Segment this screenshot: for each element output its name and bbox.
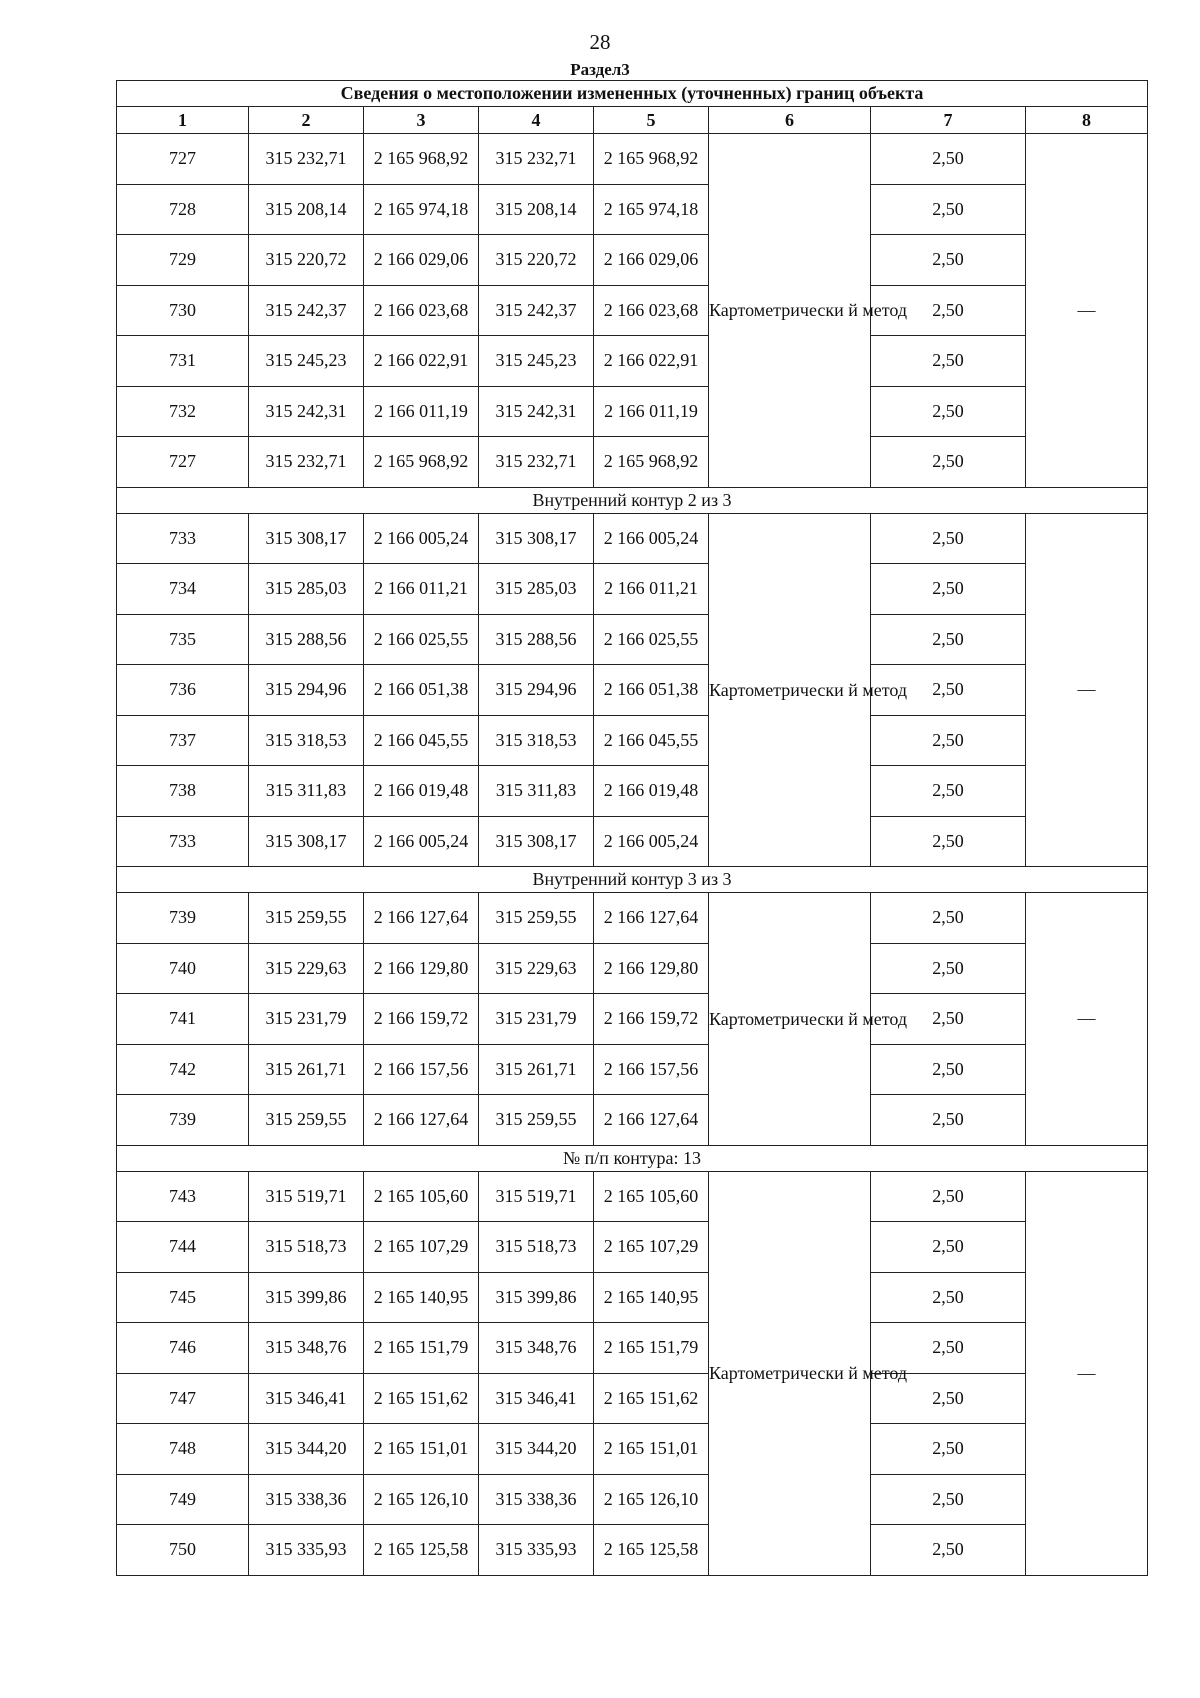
precision-cell: 2,50: [871, 1095, 1026, 1146]
y-existing-cell: 2 165 125,58: [364, 1525, 479, 1576]
y-existing-cell: 2 166 005,24: [364, 513, 479, 564]
column-number: 8: [1026, 107, 1148, 134]
x-refined-cell: 315 208,14: [479, 184, 594, 235]
column-number: 5: [594, 107, 709, 134]
precision-cell: 2,50: [871, 1044, 1026, 1095]
x-refined-cell: 315 261,71: [479, 1044, 594, 1095]
precision-cell: 2,50: [871, 1171, 1026, 1222]
y-refined-cell: 2 165 151,79: [594, 1323, 709, 1374]
y-refined-cell: 2 166 157,56: [594, 1044, 709, 1095]
point-number-cell: 737: [117, 715, 249, 766]
point-number-cell: 739: [117, 1095, 249, 1146]
point-number-cell: 748: [117, 1424, 249, 1475]
precision-cell: 2,50: [871, 513, 1026, 564]
x-refined-cell: 315 338,36: [479, 1474, 594, 1525]
point-number-cell: 735: [117, 614, 249, 665]
y-existing-cell: 2 166 005,24: [364, 816, 479, 867]
x-existing-cell: 315 232,71: [249, 437, 364, 488]
point-number-cell: 728: [117, 184, 249, 235]
x-refined-cell: 315 242,31: [479, 386, 594, 437]
table-row: [117, 1373, 1148, 1424]
x-existing-cell: 315 242,37: [249, 285, 364, 336]
y-existing-cell: 2 166 045,55: [364, 715, 479, 766]
table-body: [117, 134, 1148, 1576]
note-cell: —: [1026, 513, 1148, 867]
y-refined-cell: 2 166 005,24: [594, 513, 709, 564]
table-row: [117, 336, 1148, 387]
column-number: 4: [479, 107, 594, 134]
y-existing-cell: 2 166 029,06: [364, 235, 479, 286]
precision-cell: 2,50: [871, 1424, 1026, 1475]
table-row: [117, 665, 1148, 716]
y-refined-cell: 2 166 022,91: [594, 336, 709, 387]
table-row: [117, 766, 1148, 817]
contour-heading-row: [117, 1145, 1148, 1171]
section-title: Раздел3: [570, 60, 630, 79]
precision-cell: 2,50: [871, 1222, 1026, 1273]
point-number-cell: 749: [117, 1474, 249, 1525]
x-existing-cell: 315 220,72: [249, 235, 364, 286]
table-row: [117, 1222, 1148, 1273]
table-row: [117, 943, 1148, 994]
y-existing-cell: 2 165 974,18: [364, 184, 479, 235]
y-existing-cell: 2 166 025,55: [364, 614, 479, 665]
point-number-cell: 739: [117, 893, 249, 944]
table-row: [117, 1525, 1148, 1576]
precision-cell: 2,50: [871, 1323, 1026, 1374]
table-row: [117, 1424, 1148, 1475]
table-row: [117, 1095, 1148, 1146]
table-row: [117, 816, 1148, 867]
point-number-cell: 729: [117, 235, 249, 286]
x-refined-cell: 315 294,96: [479, 665, 594, 716]
x-existing-cell: 315 259,55: [249, 1095, 364, 1146]
precision-cell: 2,50: [871, 1272, 1026, 1323]
point-number-cell: 738: [117, 766, 249, 817]
y-refined-cell: 2 166 005,24: [594, 816, 709, 867]
y-refined-cell: 2 165 968,92: [594, 437, 709, 488]
y-refined-cell: 2 166 023,68: [594, 285, 709, 336]
precision-cell: 2,50: [871, 235, 1026, 286]
x-existing-cell: 315 288,56: [249, 614, 364, 665]
precision-cell: 2,50: [871, 766, 1026, 817]
table-row: [117, 235, 1148, 286]
table-row: [117, 1171, 1148, 1222]
point-number-cell: 746: [117, 1323, 249, 1374]
y-existing-cell: 2 165 151,62: [364, 1373, 479, 1424]
method-cell: Картометрически й метод: [709, 1171, 871, 1575]
note-cell: —: [1026, 893, 1148, 1146]
x-refined-cell: 315 245,23: [479, 336, 594, 387]
x-refined-cell: 315 346,41: [479, 1373, 594, 1424]
y-existing-cell: 2 166 011,21: [364, 564, 479, 615]
x-refined-cell: 315 231,79: [479, 994, 594, 1045]
x-existing-cell: 315 318,53: [249, 715, 364, 766]
x-existing-cell: 315 245,23: [249, 336, 364, 387]
precision-cell: 2,50: [871, 1474, 1026, 1525]
y-existing-cell: 2 166 051,38: [364, 665, 479, 716]
point-number-cell: 744: [117, 1222, 249, 1273]
x-refined-cell: 315 259,55: [479, 1095, 594, 1146]
x-refined-cell: 315 311,83: [479, 766, 594, 817]
point-number-cell: 731: [117, 336, 249, 387]
y-existing-cell: 2 165 105,60: [364, 1171, 479, 1222]
point-number-cell: 750: [117, 1525, 249, 1576]
precision-cell: 2,50: [871, 564, 1026, 615]
column-number: 2: [249, 107, 364, 134]
table-row: [117, 513, 1148, 564]
precision-cell: 2,50: [871, 994, 1026, 1045]
y-refined-cell: 2 166 051,38: [594, 665, 709, 716]
method-cell: Картометрически й метод: [709, 893, 871, 1146]
point-number-cell: 747: [117, 1373, 249, 1424]
x-existing-cell: 315 242,31: [249, 386, 364, 437]
point-number-cell: 740: [117, 943, 249, 994]
precision-cell: 2,50: [871, 614, 1026, 665]
y-refined-cell: 2 166 129,80: [594, 943, 709, 994]
method-cell: Картометрически й метод: [709, 513, 871, 867]
y-refined-cell: 2 165 105,60: [594, 1171, 709, 1222]
y-existing-cell: 2 166 022,91: [364, 336, 479, 387]
table-caption: Сведения о местоположении измененных (уточненных) границ объекта: [117, 81, 1148, 107]
table-row: [117, 386, 1148, 437]
precision-cell: 2,50: [871, 336, 1026, 387]
y-refined-cell: 2 166 011,21: [594, 564, 709, 615]
y-existing-cell: 2 166 011,19: [364, 386, 479, 437]
contour-heading: Внутренний контур 3 из 3: [117, 867, 1148, 893]
precision-cell: 2,50: [871, 943, 1026, 994]
point-number-cell: 743: [117, 1171, 249, 1222]
table-row: [117, 1474, 1148, 1525]
point-number-cell: 734: [117, 564, 249, 615]
precision-cell: 2,50: [871, 184, 1026, 235]
table-row: [117, 134, 1148, 185]
y-existing-cell: 2 166 127,64: [364, 1095, 479, 1146]
precision-cell: 2,50: [871, 437, 1026, 488]
y-existing-cell: 2 165 107,29: [364, 1222, 479, 1273]
y-refined-cell: 2 166 127,64: [594, 1095, 709, 1146]
x-existing-cell: 315 232,71: [249, 134, 364, 185]
precision-cell: 2,50: [871, 893, 1026, 944]
y-existing-cell: 2 165 140,95: [364, 1272, 479, 1323]
table-row: [117, 715, 1148, 766]
page-number: 28: [589, 30, 611, 54]
precision-cell: 2,50: [871, 285, 1026, 336]
x-existing-cell: 315 261,71: [249, 1044, 364, 1095]
contour-heading-row: [117, 487, 1148, 513]
x-existing-cell: 315 294,96: [249, 665, 364, 716]
precision-cell: 2,50: [871, 386, 1026, 437]
x-refined-cell: 315 229,63: [479, 943, 594, 994]
x-refined-cell: 315 220,72: [479, 235, 594, 286]
x-refined-cell: 315 344,20: [479, 1424, 594, 1475]
point-number-cell: 741: [117, 994, 249, 1045]
y-refined-cell: 2 165 968,92: [594, 134, 709, 185]
y-refined-cell: 2 165 151,01: [594, 1424, 709, 1475]
x-refined-cell: 315 348,76: [479, 1323, 594, 1374]
x-existing-cell: 315 519,71: [249, 1171, 364, 1222]
x-refined-cell: 315 288,56: [479, 614, 594, 665]
x-existing-cell: 315 346,41: [249, 1373, 364, 1424]
y-existing-cell: 2 166 157,56: [364, 1044, 479, 1095]
y-refined-cell: 2 165 140,95: [594, 1272, 709, 1323]
y-refined-cell: 2 165 151,62: [594, 1373, 709, 1424]
x-refined-cell: 315 318,53: [479, 715, 594, 766]
x-refined-cell: 315 399,86: [479, 1272, 594, 1323]
precision-cell: 2,50: [871, 1373, 1026, 1424]
y-refined-cell: 2 166 019,48: [594, 766, 709, 817]
y-refined-cell: 2 166 025,55: [594, 614, 709, 665]
x-existing-cell: 315 231,79: [249, 994, 364, 1045]
x-refined-cell: 315 232,71: [479, 437, 594, 488]
y-existing-cell: 2 165 968,92: [364, 437, 479, 488]
y-refined-cell: 2 165 974,18: [594, 184, 709, 235]
x-existing-cell: 315 229,63: [249, 943, 364, 994]
table-row: [117, 1272, 1148, 1323]
point-number-cell: 745: [117, 1272, 249, 1323]
x-existing-cell: 315 259,55: [249, 893, 364, 944]
table-row: [117, 437, 1148, 488]
y-refined-cell: 2 165 125,58: [594, 1525, 709, 1576]
x-refined-cell: 315 308,17: [479, 513, 594, 564]
point-number-cell: 732: [117, 386, 249, 437]
y-refined-cell: 2 165 126,10: [594, 1474, 709, 1525]
x-existing-cell: 315 311,83: [249, 766, 364, 817]
y-existing-cell: 2 166 019,48: [364, 766, 479, 817]
note-cell: —: [1026, 1171, 1148, 1575]
method-cell: Картометрически й метод: [709, 134, 871, 488]
table-row: [117, 1044, 1148, 1095]
x-existing-cell: 315 335,93: [249, 1525, 364, 1576]
precision-cell: 2,50: [871, 1525, 1026, 1576]
x-existing-cell: 315 518,73: [249, 1222, 364, 1273]
point-number-cell: 733: [117, 513, 249, 564]
point-number-cell: 736: [117, 665, 249, 716]
x-refined-cell: 315 308,17: [479, 816, 594, 867]
table-row: [117, 994, 1148, 1045]
contour-heading-row: [117, 867, 1148, 893]
y-refined-cell: 2 166 159,72: [594, 994, 709, 1045]
point-number-cell: 730: [117, 285, 249, 336]
y-existing-cell: 2 165 151,01: [364, 1424, 479, 1475]
x-existing-cell: 315 348,76: [249, 1323, 364, 1374]
y-existing-cell: 2 166 129,80: [364, 943, 479, 994]
column-number: 3: [364, 107, 479, 134]
point-number-cell: 733: [117, 816, 249, 867]
table-row: [117, 285, 1148, 336]
precision-cell: 2,50: [871, 715, 1026, 766]
x-existing-cell: 315 338,36: [249, 1474, 364, 1525]
table-row: [117, 184, 1148, 235]
table-row: [117, 893, 1148, 944]
y-existing-cell: 2 166 127,64: [364, 893, 479, 944]
y-existing-cell: 2 166 023,68: [364, 285, 479, 336]
x-existing-cell: 315 344,20: [249, 1424, 364, 1475]
precision-cell: 2,50: [871, 134, 1026, 185]
column-number: 6: [709, 107, 871, 134]
x-refined-cell: 315 285,03: [479, 564, 594, 615]
table-row: [117, 564, 1148, 615]
y-refined-cell: 2 165 107,29: [594, 1222, 709, 1273]
x-existing-cell: 315 308,17: [249, 513, 364, 564]
x-existing-cell: 315 285,03: [249, 564, 364, 615]
column-number: 7: [871, 107, 1026, 134]
x-refined-cell: 315 232,71: [479, 134, 594, 185]
point-number-cell: 727: [117, 134, 249, 185]
y-existing-cell: 2 165 968,92: [364, 134, 479, 185]
x-refined-cell: 315 242,37: [479, 285, 594, 336]
contour-heading: № п/п контура: 13: [117, 1145, 1148, 1171]
precision-cell: 2,50: [871, 665, 1026, 716]
column-number: 1: [117, 107, 249, 134]
x-refined-cell: 315 518,73: [479, 1222, 594, 1273]
x-existing-cell: 315 208,14: [249, 184, 364, 235]
x-existing-cell: 315 308,17: [249, 816, 364, 867]
y-refined-cell: 2 166 045,55: [594, 715, 709, 766]
note-cell: —: [1026, 134, 1148, 488]
precision-cell: 2,50: [871, 816, 1026, 867]
y-refined-cell: 2 166 029,06: [594, 235, 709, 286]
x-refined-cell: 315 519,71: [479, 1171, 594, 1222]
x-refined-cell: 315 335,93: [479, 1525, 594, 1576]
x-existing-cell: 315 399,86: [249, 1272, 364, 1323]
y-existing-cell: 2 166 159,72: [364, 994, 479, 1045]
y-existing-cell: 2 165 126,10: [364, 1474, 479, 1525]
table-row: [117, 614, 1148, 665]
y-refined-cell: 2 166 127,64: [594, 893, 709, 944]
y-refined-cell: 2 166 011,19: [594, 386, 709, 437]
table-row: [117, 1323, 1148, 1374]
x-refined-cell: 315 259,55: [479, 893, 594, 944]
point-number-cell: 727: [117, 437, 249, 488]
point-number-cell: 742: [117, 1044, 249, 1095]
contour-heading: Внутренний контур 2 из 3: [117, 487, 1148, 513]
coordinates-table: [116, 80, 1148, 1576]
y-existing-cell: 2 165 151,79: [364, 1323, 479, 1374]
